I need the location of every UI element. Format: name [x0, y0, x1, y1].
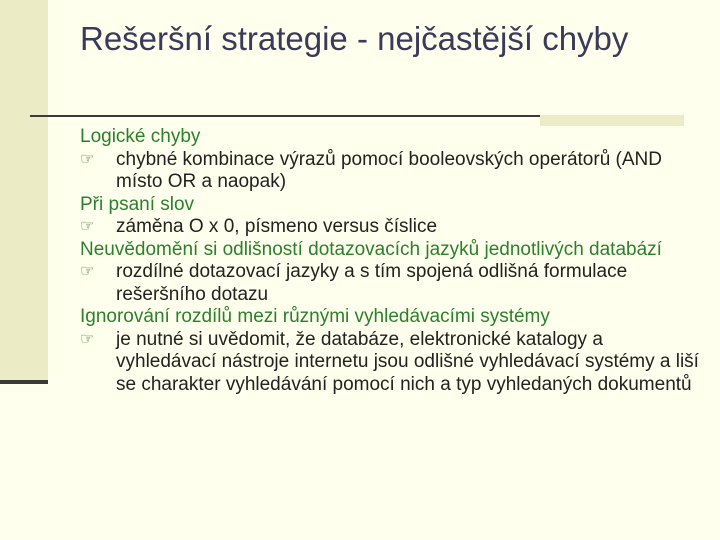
list-item-text: záměna O x 0, písmeno versus číslice [116, 216, 438, 237]
title-divider-accent [540, 115, 684, 126]
pointing-hand-icon: ☞ [80, 330, 95, 348]
heading-search-systems: Ignorování rozdílů mezi různými vyhledávacími systémy [80, 306, 550, 327]
heading-logical-errors: Logické chyby [80, 126, 201, 147]
list-item [80, 149, 700, 194]
side-decoration-accent [0, 380, 48, 384]
heading-typing-errors: Při psaní slov [80, 193, 195, 215]
side-decoration-bar [0, 0, 48, 380]
list-item-text: chybné kombinace výrazů pomocí booleovských operátorů (AND místo OR a naopak) [116, 148, 662, 192]
pointing-hand-icon: ☞ [80, 150, 95, 168]
slide-title: Rešeršní strategie - nejčastější chyby [80, 20, 629, 57]
list-item-text: rozdílné dotazovací jazyky a s tím spojená odlišná formulace rešeršního dotazu [116, 261, 628, 305]
list-item [80, 261, 700, 306]
pointing-hand-icon: ☞ [80, 218, 95, 235]
list-item [80, 329, 700, 397]
list-item-text: je nutné si uvědomit, že databáze, elektronické katalogy a vyhledávací nástroje internetu jsou odlišné vyhledávací systémy a liší se charakter vyhledávání pomocí nich a typ vyhledaných dokumentů [116, 328, 699, 395]
slide-body [80, 126, 700, 396]
heading-query-languages: Neuvědomění si odlišností dotazovacích jazyků jednotlivých databází [80, 238, 662, 260]
list-item [80, 216, 700, 239]
pointing-hand-icon: ☞ [80, 263, 95, 280]
